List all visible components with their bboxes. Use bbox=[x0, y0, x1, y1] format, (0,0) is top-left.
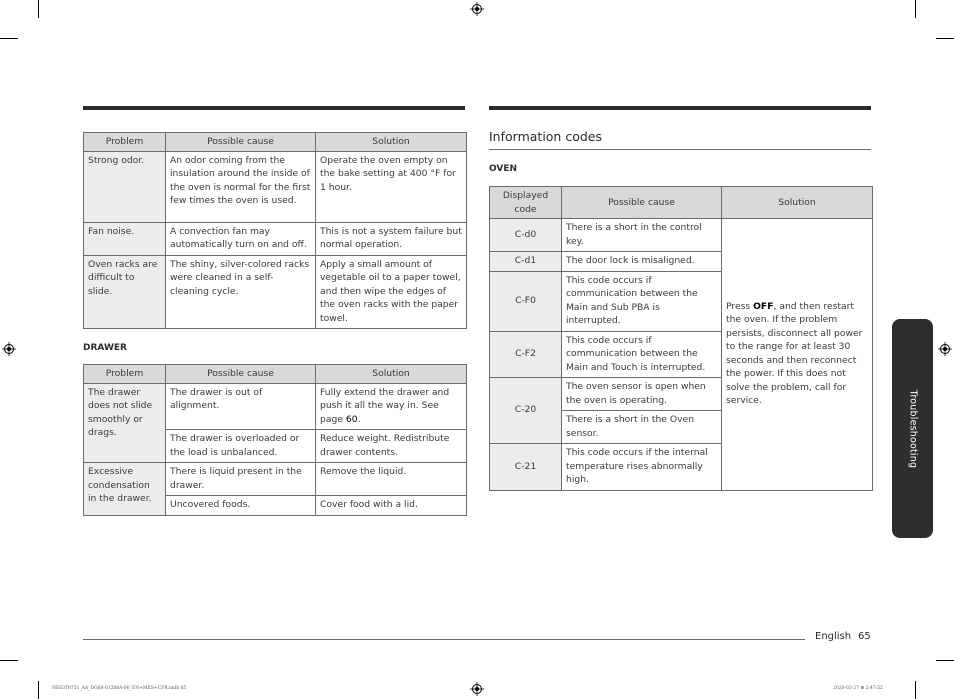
troubleshooting-side-tab bbox=[892, 319, 933, 538]
solution-cell: Cover food with a lid. bbox=[316, 496, 467, 516]
table-row bbox=[84, 255, 467, 329]
registration-mark-icon bbox=[470, 682, 484, 696]
cause-cell: This code occurs if communication between the Main and Touch is interrupted. bbox=[562, 331, 722, 378]
column-header: Problem bbox=[84, 365, 166, 384]
column-header: Solution bbox=[722, 187, 873, 219]
footer-rule bbox=[83, 639, 805, 640]
problem-cell: Fan noise. bbox=[84, 222, 166, 255]
code-cell: C-F0 bbox=[490, 271, 562, 331]
oven-problems-table bbox=[83, 132, 467, 329]
heading-rule bbox=[489, 149, 871, 150]
crop-mark bbox=[936, 38, 954, 39]
registration-mark-icon bbox=[470, 2, 484, 16]
column-header: Possible cause bbox=[562, 187, 722, 219]
table-row bbox=[490, 219, 873, 252]
registration-mark-icon bbox=[938, 342, 952, 356]
column-header: Displayed code bbox=[490, 187, 562, 219]
off-key-label: OFF bbox=[753, 300, 774, 312]
crop-mark bbox=[0, 38, 18, 39]
crop-mark bbox=[38, 0, 39, 18]
crop-mark bbox=[915, 681, 916, 699]
column-header: Problem bbox=[84, 133, 166, 152]
column-header: Solution bbox=[316, 133, 467, 152]
registration-mark-icon bbox=[2, 342, 16, 356]
cause-cell: There is liquid present in the drawer. bbox=[166, 463, 316, 496]
problem-cell: The drawer does not slide smoothly or drags. bbox=[84, 383, 166, 463]
page-number: 65 bbox=[858, 631, 871, 642]
crop-mark bbox=[38, 681, 39, 699]
code-cell: C-d0 bbox=[490, 219, 562, 252]
solution-text: Press bbox=[726, 300, 754, 312]
cause-cell: Uncovered foods. bbox=[166, 496, 316, 516]
problem-cell: Oven racks are difficult to slide. bbox=[84, 255, 166, 329]
cause-cell: An odor coming from the insulation around the inside of the oven is normal for the first few times the oven is used. bbox=[166, 151, 316, 222]
cause-cell: There is a short in the Oven sensor. bbox=[562, 411, 722, 444]
solution-text: . bbox=[357, 413, 361, 425]
information-codes-table bbox=[489, 186, 873, 491]
footer-language: English bbox=[815, 631, 852, 642]
cause-cell: This code occurs if communication between the Main and Sub PBA is interrupted. bbox=[562, 271, 722, 331]
solution-text: , and then restart the oven. If the problem persists, disconnect all power to the range for at least 30 seconds and then reconnect the power. If this does not solve the problem, call for service. bbox=[726, 300, 863, 407]
code-cell: C-20 bbox=[490, 378, 562, 444]
cause-cell: This code occurs if the internal temperature rises abnormally high. bbox=[562, 444, 722, 491]
code-cell: C-21 bbox=[490, 444, 562, 491]
cause-cell: The shiny, silver-colored racks were cleaned in a self-cleaning cycle. bbox=[166, 255, 316, 329]
crop-mark bbox=[0, 660, 18, 661]
solution-cell: Apply a small amount of vegetable oil to a paper towel, and then wipe the edges of the oven racks with the paper towel. bbox=[316, 255, 467, 329]
column-header: Solution bbox=[316, 365, 467, 384]
print-slug-left: NE63T8751_AA_DG68-01208A-00_EN+MES+CFR.indb 65 bbox=[52, 686, 187, 691]
oven-section-label: OVEN bbox=[489, 164, 518, 174]
solution-cell: Remove the liquid. bbox=[316, 463, 467, 496]
problem-cell: Excessive condensation in the drawer. bbox=[84, 463, 166, 516]
column-header: Possible cause bbox=[166, 133, 316, 152]
crop-mark bbox=[915, 0, 916, 18]
code-cell: C-d1 bbox=[490, 252, 562, 272]
table-row bbox=[84, 151, 467, 222]
problem-cell: Strong odor. bbox=[84, 151, 166, 222]
cause-cell: The drawer is out of alignment. bbox=[166, 383, 316, 430]
solution-cell: Reduce weight. Redistribute drawer contents. bbox=[316, 430, 467, 463]
solution-cell: Operate the oven empty on the bake setting at 400 °F for 1 hour. bbox=[316, 151, 467, 222]
left-top-rule bbox=[83, 106, 465, 110]
solution-cell bbox=[722, 219, 873, 491]
page-reference: 60 bbox=[345, 413, 358, 425]
side-tab-label: Troubleshooting bbox=[907, 389, 918, 468]
drawer-section-label: DRAWER bbox=[83, 343, 127, 353]
cause-cell: The oven sensor is open when the oven is operating. bbox=[562, 378, 722, 411]
solution-cell: This is not a system failure but normal operation. bbox=[316, 222, 467, 255]
print-slug-right: 2020-03-27 ⊞ 2:47:52 bbox=[833, 686, 883, 691]
right-top-rule bbox=[489, 106, 871, 110]
cause-cell: There is a short in the control key. bbox=[562, 219, 722, 252]
drawer-problems-table bbox=[83, 364, 467, 516]
code-cell: C-F2 bbox=[490, 331, 562, 378]
cause-cell: A convection fan may automatically turn on and off. bbox=[166, 222, 316, 255]
cause-cell: The door lock is misaligned. bbox=[562, 252, 722, 272]
cause-cell: The drawer is overloaded or the load is unbalanced. bbox=[166, 430, 316, 463]
section-heading: Information codes bbox=[489, 129, 602, 144]
table-row bbox=[84, 222, 467, 255]
solution-cell bbox=[316, 383, 467, 430]
crop-mark bbox=[936, 660, 954, 661]
table-row bbox=[84, 463, 467, 496]
column-header: Possible cause bbox=[166, 365, 316, 384]
solution-text: Fully extend the drawer and push it all the way in. See page bbox=[320, 386, 450, 425]
table-row bbox=[84, 383, 467, 430]
